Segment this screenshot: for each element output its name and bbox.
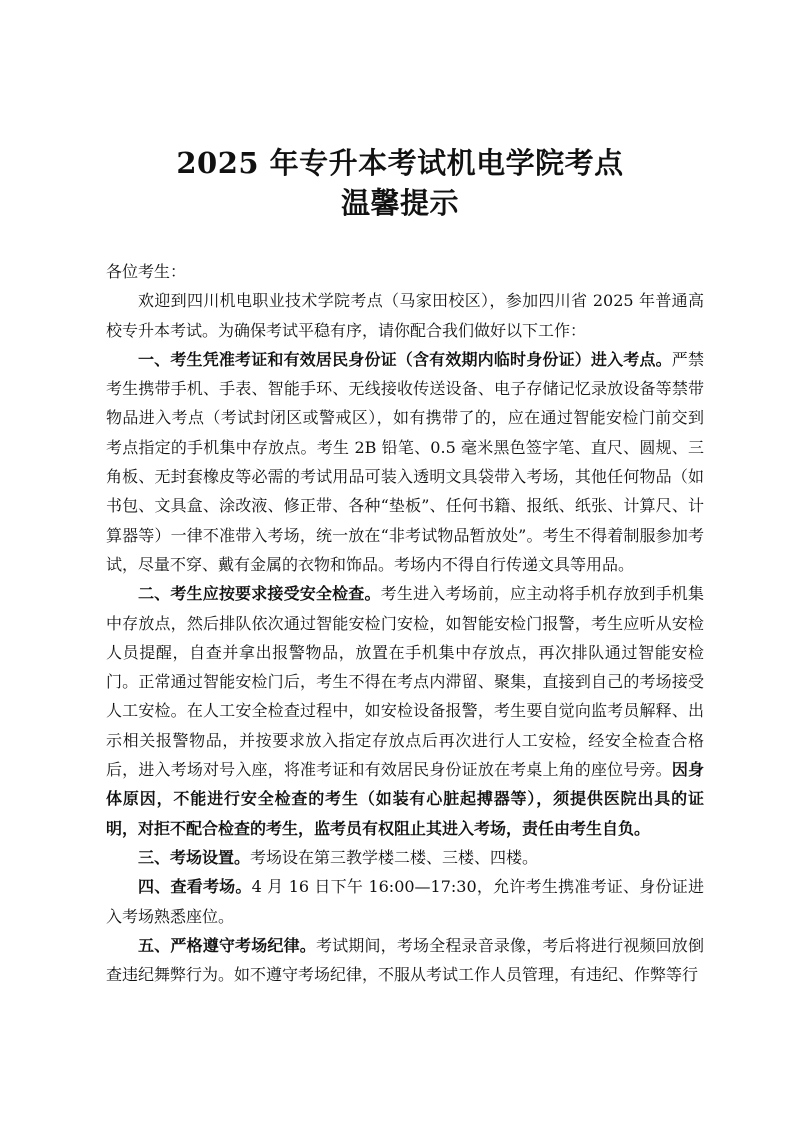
title-line-2: 温馨提示	[340, 186, 459, 220]
section-5-paragraph	[106, 931, 704, 990]
section-1-body: 严禁考生携带手机、手表、智能手环、无线接收传送设备、电子存储记忆录放设备等禁带物品进入考点（考试封闭区或警戒区），如有携带了的，应在通过智能安检门前交到考点指定的手机集中存放点。考生 2B 铅笔、0.5 毫米黑色签字笔、直尺、圆规、三角板、无封套橡皮等必需的考试用品可装入透明文具袋带入考场，其他任何物品（如书包、文具盒、涂改液、修正带、各种“垫板”、任何书籍、报纸、纸张、计算尺、计算器等）一律不准带入考场，统一放在“非考试物品暂放处”。考生不得着制服参加考试，尽量不穿、戴有金属的衣物和饰品。考场内不得自行传递文具等用品。	[106, 349, 704, 574]
document-title	[0, 143, 800, 223]
section-5-body: 考试期间，考场全程录音录像，考后将进行视频回放倒查违纪舞弊行为。如不遵守考场纪律，不服从考试工作人员管理，有违纪、作弊等行	[106, 935, 704, 985]
section-3-paragraph	[106, 843, 704, 872]
document-body	[106, 257, 704, 989]
section-1-heading: 一、考生凭准考证和有效居民身份证（含有效期内临时身份证）进入考点。	[138, 349, 672, 369]
section-2-body: 考生进入考场前，应主动将手机存放到手机集中存放点，然后排队依次通过智能安检门安检，如智能安检门报警，考生应听从安检人员提醒，自查并拿出报警物品，放置在手机集中存放点，再次排队通过智能安检门。正常通过智能安检门后，考生不得在考点内滞留、聚集，直接到自己的考场接受人工安检。在人工安全检查过程中，如安检设备报警，考生要自觉向监考员解释、出示相关报警物品，并按要求放入指定存放点后再次进行人工安检，经安全检查合格后，进入考场对号入座，将准考证和有效居民身份证放在考桌上角的座位号旁。	[106, 584, 704, 780]
section-1-paragraph	[106, 345, 704, 579]
section-4-heading: 四、查看考场。	[138, 877, 252, 897]
title-line-1: 2025 年专升本考试机电学院考点	[176, 146, 624, 180]
section-2-paragraph	[106, 579, 704, 843]
intro-paragraph: 欢迎到四川机电职业技术学院考点（马家田校区），参加四川省 2025 年普通高校专升本考试。为确保考试平稳有序，请你配合我们做好以下工作：	[106, 291, 704, 340]
section-2-bold-note: 因身体原因，不能进行安全检查的考生（如装有心脏起搏器等），须提供医院出具的证明，对拒不配合检查的考生，监考员有权阻止其进入考场，责任由考生自负。	[106, 760, 704, 838]
section-2-heading: 二、考生应按要求接受安全检查。	[138, 584, 381, 604]
section-4-paragraph	[106, 872, 704, 931]
section-3-heading: 三、考场设置。	[138, 847, 251, 867]
section-5-heading: 五、严格遵守考场纪律。	[138, 935, 316, 955]
section-4-body: 4 月 16 日下午 16:00—17:30，允许考生携准考证、身份证进入考场熟悉座位。	[106, 877, 704, 926]
section-3-body: 考场设在第三教学楼二楼、三楼、四楼。	[250, 847, 539, 867]
salutation: 各位考生：	[106, 262, 187, 281]
